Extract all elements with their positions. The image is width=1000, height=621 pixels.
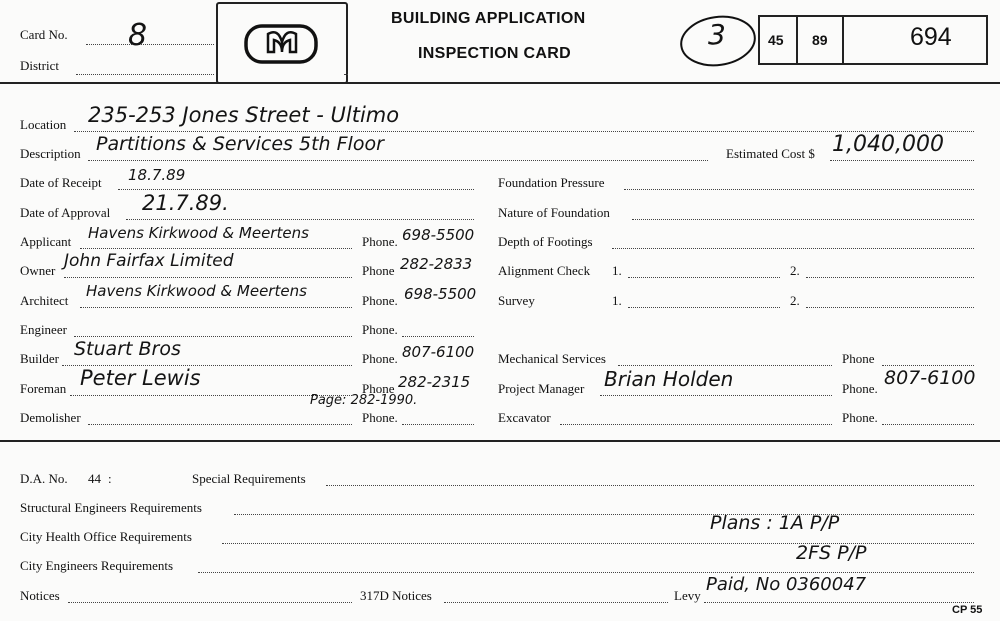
header-rule (0, 82, 1000, 84)
foreman-value: Peter Lewis (80, 366, 201, 390)
special-requirements-line (326, 485, 974, 486)
foreman-label: Foreman (20, 381, 67, 396)
form-code: CP 55 (952, 604, 983, 616)
city-engineers-note: 2FS P/P (796, 542, 867, 564)
circled-number: 3 (708, 18, 726, 51)
card-no-value: 8 (128, 18, 148, 53)
notices-317d-label: 317D Notices (360, 588, 432, 603)
structural-requirements-line (234, 514, 974, 515)
ref-part-b: 89 (812, 32, 828, 48)
alignment-check-2-line (806, 277, 974, 278)
nature-of-foundation-label: Nature of Foundation (498, 205, 610, 220)
ref-part-c: 694 (910, 23, 952, 51)
location-label: Location (20, 117, 67, 132)
excavator-phone-label: Phone. (842, 410, 878, 425)
structural-requirements-label: Structural Engineers Requirements (20, 500, 202, 515)
da-no-separator: : (108, 471, 112, 486)
city-engineers-line (198, 572, 974, 573)
foreman-phone-label: Phone (362, 381, 395, 396)
foreman-pager-note: Page: 282-1990. (310, 393, 418, 408)
excavator-label: Excavator (498, 410, 551, 425)
engineer-phone-line (402, 336, 474, 337)
owner-value: John Fairfax Limited (64, 251, 234, 271)
mechanical-services-phone-label: Phone (842, 351, 875, 366)
engineer-line (74, 336, 352, 337)
demolisher-phone-label: Phone. (362, 410, 398, 425)
city-engineers-label: City Engineers Requirements (20, 558, 174, 573)
demolisher-label: Demolisher (20, 410, 81, 425)
health-requirements-label: City Health Office Requirements (20, 529, 192, 544)
date-of-receipt-label: Date of Receipt (20, 175, 102, 190)
date-of-receipt-value: 18.7.89 (128, 166, 186, 184)
logo-box (216, 2, 348, 84)
levy-line (704, 602, 974, 603)
alignment-check-2: 2. (790, 263, 800, 278)
architect-phone-label: Phone. (362, 293, 398, 308)
architect-label: Architect (20, 293, 69, 308)
description-value: Partitions & Services 5th Floor (96, 133, 384, 155)
survey-1: 1. (612, 293, 622, 308)
builder-phone-label: Phone. (362, 351, 398, 366)
builder-label: Builder (20, 351, 59, 366)
mechanical-services-label: Mechanical Services (498, 351, 606, 366)
ref-divider-1 (796, 17, 798, 63)
levy-label: Levy (674, 588, 701, 603)
owner-label: Owner (20, 263, 56, 278)
project-manager-phone-value: 807-6100 (884, 367, 976, 389)
applicant-line (80, 248, 352, 249)
survey-label: Survey (498, 293, 535, 308)
da-no-label: D.A. No. (20, 471, 68, 486)
applicant-phone-label: Phone. (362, 234, 398, 249)
ref-part-a: 45 (768, 32, 784, 48)
notices-label: Notices (20, 588, 60, 603)
project-manager-line (600, 395, 832, 396)
applicant-phone-value: 698-5500 (402, 226, 475, 244)
date-of-approval-value: 21.7.89. (142, 191, 229, 215)
ref-divider-2 (842, 17, 844, 63)
applicant-label: Applicant (20, 234, 72, 249)
date-of-receipt-line (118, 189, 474, 190)
engineer-phone-label: Phone. (362, 322, 398, 337)
excavator-line (560, 424, 832, 425)
da-no-value: 44 (88, 471, 101, 486)
estimated-cost-value: 1,040,000 (832, 132, 944, 157)
applicant-value: Havens Kirkwood & Meertens (88, 224, 309, 242)
engineer-label: Engineer (20, 322, 67, 337)
date-of-approval-label: Date of Approval (20, 205, 111, 220)
special-requirements-label: Special Requirements (192, 471, 306, 486)
form-title-line1: BUILDING APPLICATION (391, 10, 586, 27)
survey-2: 2. (790, 293, 800, 308)
district-label: District (20, 58, 59, 73)
project-manager-value: Brian Holden (604, 367, 734, 391)
description-label: Description (20, 146, 81, 161)
architect-phone-value: 698-5500 (404, 285, 477, 303)
demolisher-line (88, 424, 352, 425)
owner-phone-value: 282-2833 (400, 255, 473, 273)
project-manager-phone-label: Phone. (842, 381, 878, 396)
card-no-line (86, 44, 214, 45)
notices-line (68, 602, 352, 603)
mechanical-services-line (618, 365, 832, 366)
form-title-line2: INSPECTION CARD (418, 45, 571, 62)
alignment-check-1: 1. (612, 263, 622, 278)
project-manager-label: Project Manager (498, 381, 585, 396)
requirements-rule (0, 440, 1000, 442)
architect-line (80, 307, 352, 308)
estimated-cost-line (830, 160, 974, 161)
depth-of-footings-label: Depth of Footings (498, 234, 593, 249)
alignment-check-1-line (628, 277, 780, 278)
demolisher-phone-line (402, 424, 474, 425)
builder-phone-value: 807-6100 (402, 343, 475, 361)
council-logo-icon (218, 4, 346, 82)
date-of-approval-line (126, 219, 474, 220)
foreman-phone-value: 282-2315 (398, 373, 471, 391)
builder-value: Stuart Bros (74, 338, 181, 360)
mechanical-services-phone-line (882, 365, 974, 366)
alignment-check-label: Alignment Check (498, 263, 591, 278)
description-line (88, 160, 708, 161)
excavator-phone-line (882, 424, 974, 425)
survey-1-line (628, 307, 780, 308)
health-requirements-note: Plans : 1A P/P (710, 512, 840, 534)
nature-of-foundation-line (632, 219, 974, 220)
reference-box (758, 15, 988, 65)
survey-2-line (806, 307, 974, 308)
depth-of-footings-line (612, 248, 974, 249)
owner-phone-label: Phone (362, 263, 395, 278)
foundation-pressure-line (624, 189, 974, 190)
logo-trail-line (344, 74, 348, 75)
location-value: 235-253 Jones Street - Ultimo (88, 103, 400, 127)
card-no-label: Card No. (20, 27, 68, 42)
foundation-pressure-label: Foundation Pressure (498, 175, 605, 190)
notices-317d-line (444, 602, 668, 603)
owner-line (64, 277, 352, 278)
estimated-cost-label: Estimated Cost $ (726, 146, 815, 161)
architect-value: Havens Kirkwood & Meertens (86, 282, 307, 300)
levy-value: Paid, No 0360047 (706, 574, 867, 595)
district-line (76, 74, 214, 75)
